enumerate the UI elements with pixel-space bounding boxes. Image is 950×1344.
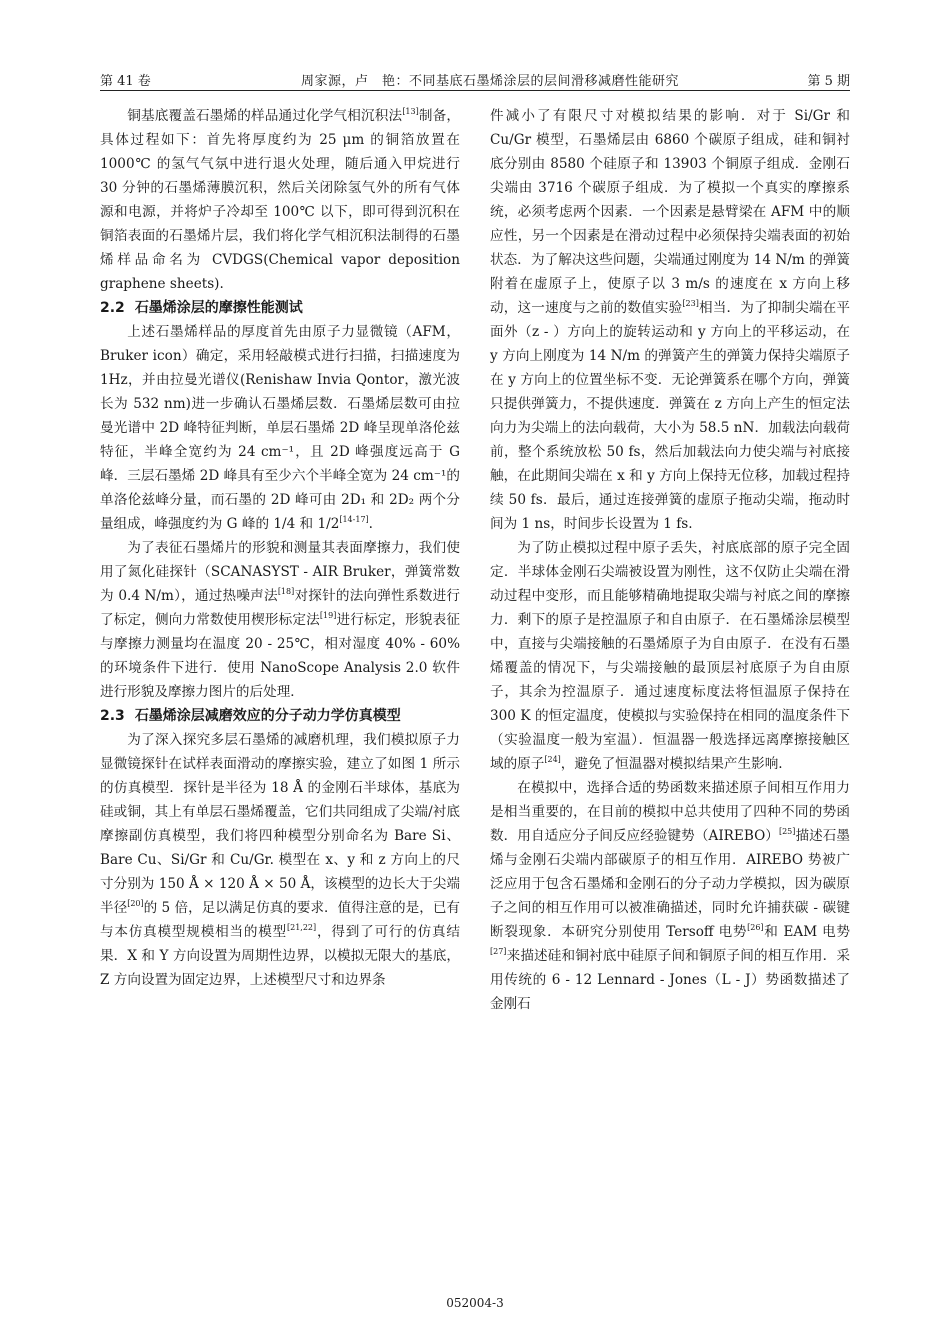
citation: [21,22]	[287, 923, 317, 932]
header-title: 周家源，卢 艳：不同基底石墨烯涂层的层间滑移减磨性能研究	[300, 74, 679, 89]
section-number: 2.2	[100, 300, 125, 316]
section-heading-2-2	[100, 296, 460, 320]
citation: [23]	[682, 299, 699, 308]
header-issue: 第 5 期	[807, 74, 850, 89]
citation: [19]	[319, 611, 337, 620]
paragraph-md-model: 为了深入探究多层石墨烯的减磨机理，我们模拟原子力显微镜探针在试样表面滑动的摩擦实验，建立了如图 1 所示的仿真模型．探针是半径为 18 Å 的金刚石半球体，基底为硅或铜，其上有单层石墨烯覆盖，它们共同组成了尖端/衬底摩擦副仿真模型，我们将四种模型分别命名为 Bare Si、Bare Cu、Si/Gr 和 Cu/Gr. 模型在 x、y 和 z 方向上的尺寸分别为 150 Å × 120 Å × 50 Å，该模型的边长大于尖端半径[20]的 5 倍，足以满足仿真的要求．值得注意的是，已有与本仿真模型规模相当的模型[21,22]，得到了可行的仿真结果．X 和 Y 方向设置为周期性边界，以模拟无限大的基底，Z 方向设置为固定边界，上述模型尺寸和边界条	[100, 732, 461, 988]
page-number: 052004-3	[446, 1296, 504, 1310]
citation: [24]	[544, 755, 561, 764]
section-title: 石墨烯涂层的摩擦性能测试	[134, 300, 303, 316]
right-column	[490, 104, 850, 1016]
citation: [20]	[127, 899, 144, 908]
paragraph-cvd-preparation: 铜基底覆盖石墨烯的样品通过化学气相沉积法[13]制备，具体过程如下：首先将厚度约为 25 μm 的铜箔放置在 1000℃ 的氢气气氛中进行退火处理，随后通入甲烷进行 30 分钟的石墨烯薄膜沉积，然后关闭除氢气外的所有气体源和电源，并将炉子冷却至 100℃ 以下，即可得到沉积在铜箔表面的石墨烯片层，我们将化学气相沉积法制得的石墨烯样品命名为 CVDGS(Chemical vapor deposition graphene sheets).	[100, 107, 461, 292]
paragraph-boundary-atoms: 为了防止模拟过程中原子丢失，衬底底部的原子完全固定．半球体金刚石尖端被设置为刚性，这不仅防止尖端在滑动过程中变形，而且能够精确地提取尖端与衬底之间的摩擦力．剩下的原子是控温原子和自由原子．在石墨烯涂层模型中，直接与尖端接触的石墨烯原子为自由原子．在没有石墨烯覆盖的情况下，与尖端接触的最顶层衬底原子为自由原子，其余为控温原子．通过速度标度法将恒温原子保持在 300 K 的恒定温度，使模拟与实验保持在相同的温度条件下（实验温度一般为室温）．恒温器一般选择远离摩擦接触区域的原子[24]，避免了恒温器对模拟结果产生影响.	[490, 540, 850, 772]
citation: [27]	[490, 947, 507, 956]
header-rule	[100, 90, 850, 91]
citation: [18]	[277, 587, 295, 596]
header-volume: 第 41 卷	[100, 74, 151, 89]
section-number: 2.3	[100, 708, 125, 724]
citation: [26]	[747, 923, 764, 932]
paragraph-afm-raman: 上述石墨烯样品的厚度首先由原子力显微镜（AFM，Bruker icon）确定，采用轻敲模式进行扫描，扫描速度为 1Hz，并由拉曼光谱仪(Renishaw Invia Qontor，激光波长为 532 nm)进一步确认石墨烯层数．石墨烯层数可由拉曼光谱中 2D 峰特征判断，单层石墨烯 2D 峰呈现单洛伦兹特征，半峰全宽约为 24 cm⁻¹，且 2D 峰强度远高于 G 峰．三层石墨烯 2D 峰具有至少六个半峰全宽为 24 cm⁻¹的单洛伦兹峰分量，而石墨的 2D 峰可由 2D₁ 和 2D₂ 两个分量组成，峰强度约为 G 峰的 1/4 和 1/2[14-17].	[100, 324, 460, 532]
left-column	[100, 104, 460, 992]
citation: [14-17]	[339, 515, 369, 524]
running-header	[100, 66, 850, 90]
citation: [13]	[402, 107, 419, 116]
paragraph-model-atoms: 件减小了有限尺寸对模拟结果的影响．对于 Si/Gr 和 Cu/Gr 模型，石墨烯层由 6860 个碳原子组成，硅和铜衬底分别由 8580 个硅原子和 13903 个铜原子组成．金刚石尖端由 3716 个碳原子组成．为了模拟一个真实的摩擦系统，必须考虑两个因素．一个因素是悬臂梁在 AFM 中的顺应性，另一个因素是在滑动过程中必须保持尖端表面的初始状态．为了解决这些问题，尖端通过刚度为 14 N/m 的弹簧附着在虚原子上，使原子以 3 m/s 的速度在 x 方向上移动，这一速度与之前的数值实验[23]相当．为了抑制尖端在平面外（z - ）方向上的旋转运动和 y 方向上的平移运动，在 y 方向上刚度为 14 N/m 的弹簧产生的弹簧力保持尖端原子在 y 方向上的位置坐标不变．无论弹簧系在哪个方向，弹簧只提供弹簧力，不提供速度．弹簧在 z 方向上产生的恒定法向力为尖端上的法向载荷，大小为 58.5 nN．加载法向载荷前，整个系统放松 50 fs，然后加载法向力使尖端与衬底接触，在此期间尖端在 x 和 y 方向上保持无位移，加载过程持续 50 fs．最后，通过连接弹簧的虚原子拖动尖端，拖动时间为 1 ns，时间步长设置为 1 fs.	[490, 108, 851, 532]
citation: [25]	[778, 827, 796, 836]
paragraph-potentials: 在模拟中，选择合适的势函数来描述原子间相互作用力是相当重要的，在目前的模拟中总共使用了四种不同的势函数．用自适应分子间反应经验键势（AIREBO）[25]描述石墨烯与金刚石尖端内部碳原子的相互作用．AIREBO 势被广泛应用于包含石墨烯和金刚石的分子动力学模拟，因为碳原子之间的相互作用可以被准确描述，同时允许捕获碳 - 碳键断裂现象．本研究分别使用 Tersoff 电势[26]和 EAM 电势[27]来描述硅和铜衬底中硅原子间和铜原子间的相互作用．采用传统的 6 - 12 Lennard - Jones（L - J）势函数描述了金刚石	[490, 780, 850, 1012]
section-title: 石墨烯涂层减磨效应的分子动力学仿真模型	[134, 708, 401, 724]
paragraph-probe-calibration: 为了表征石墨烯片的形貌和测量其表面摩擦力，我们使用了氮化硅探针（SCANASYST - AIR Bruker，弹簧常数为 0.4 N/m），通过热噪声法[18]对探针的法向弹性系数进行了标定，侧向力常数使用楔形标定法[19]进行标定，形貌表征与摩擦力测量均在温度 20 - 25℃，相对湿度 40% - 60% 的环境条件下进行．使用 NanoScope Analysis 2.0 软件进行形貌及摩擦力图片的后处理．	[100, 540, 461, 700]
section-heading-2-3	[100, 704, 460, 728]
